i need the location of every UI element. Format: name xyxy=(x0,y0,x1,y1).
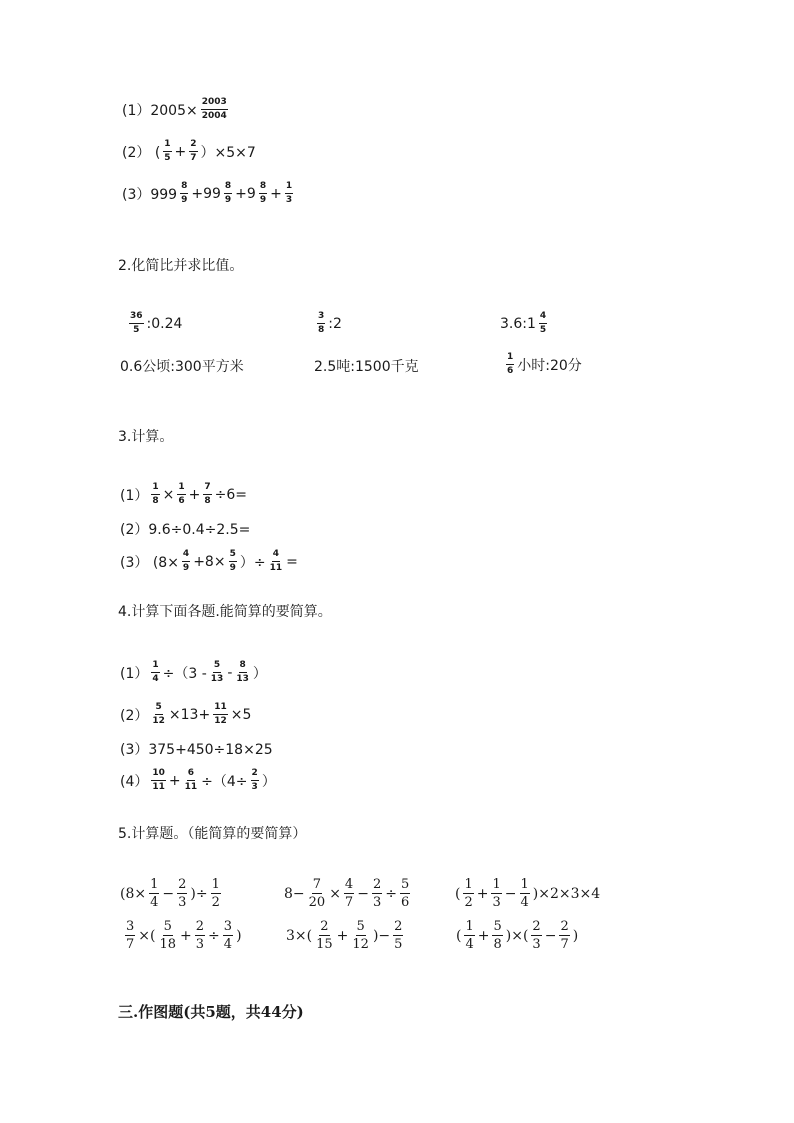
denominator: 12 xyxy=(352,937,369,952)
fraction xyxy=(285,182,293,205)
numerator: 2 xyxy=(178,877,187,892)
expr-text: − xyxy=(544,927,557,944)
fraction xyxy=(372,878,382,909)
denominator: 13 xyxy=(210,674,224,684)
denominator: 15 xyxy=(316,937,333,952)
numerator: 1 xyxy=(150,877,159,892)
numerator: 2 xyxy=(560,919,569,934)
expr-text: (1） xyxy=(120,487,149,504)
calc4-4 xyxy=(120,769,276,792)
numerator: 7 xyxy=(312,877,322,892)
expr-text: :2 xyxy=(328,315,342,332)
fraction xyxy=(151,661,159,684)
fraction xyxy=(177,483,185,506)
numerator: 2 xyxy=(320,919,329,934)
expr-text: 3×( xyxy=(286,927,313,944)
numerator: 8 xyxy=(224,182,232,194)
expr-text: × xyxy=(329,885,341,902)
denominator: 2 xyxy=(211,895,220,910)
expr-text: )÷ xyxy=(190,885,208,902)
expr-text: ）÷ xyxy=(239,554,266,571)
numerator: 4 xyxy=(182,550,190,562)
fraction xyxy=(539,312,547,335)
section-three-heading: 三.作图题(共5题，共44分) xyxy=(118,1003,304,1021)
fraction xyxy=(149,878,159,909)
numerator: 2 xyxy=(394,919,403,934)
calc5-4 xyxy=(122,920,242,951)
fraction xyxy=(189,140,197,163)
expr-text: )− xyxy=(372,927,391,944)
denominator: 3 xyxy=(372,895,382,910)
heading-section-5: 5.计算题。（能简算的要简算） xyxy=(118,826,307,842)
fraction xyxy=(210,661,225,684)
numerator: 11 xyxy=(213,703,228,715)
fraction xyxy=(235,661,250,684)
fraction xyxy=(151,483,159,506)
denominator: 4 xyxy=(520,895,529,910)
denominator: 9 xyxy=(182,563,190,573)
expr-text: + xyxy=(168,772,181,789)
fraction xyxy=(203,483,211,506)
calc5-1 xyxy=(120,878,224,909)
fraction xyxy=(520,878,530,909)
expr-text: (1）2005× xyxy=(122,102,198,119)
numerator: 7 xyxy=(203,483,211,495)
fraction xyxy=(151,703,166,726)
numerator: 36 xyxy=(129,312,144,324)
expr-text: - xyxy=(227,664,233,681)
denominator: 5 xyxy=(394,937,403,952)
numerator: 5 xyxy=(356,919,365,934)
fraction xyxy=(506,353,514,376)
denominator: 5 xyxy=(539,325,547,335)
expr-text: + xyxy=(188,486,201,503)
fraction xyxy=(463,878,473,909)
fraction xyxy=(213,703,228,726)
denominator: 5 xyxy=(133,325,140,335)
numerator: 5 xyxy=(229,550,237,562)
fraction xyxy=(125,920,135,951)
fraction xyxy=(223,920,233,951)
numerator: 5 xyxy=(213,661,221,673)
expr-text: ×13+ xyxy=(168,706,211,723)
fraction xyxy=(158,920,177,951)
denominator: 3 xyxy=(285,195,293,205)
fraction xyxy=(559,920,569,951)
expr-text: + xyxy=(477,927,490,944)
numerator: 2 xyxy=(189,140,197,152)
expr-text: )×( xyxy=(505,927,529,944)
denominator: 3 xyxy=(178,895,187,910)
expr-text: ) xyxy=(572,927,579,944)
expr-text: 小时:20分 xyxy=(517,357,582,374)
denominator: 2004 xyxy=(201,111,227,121)
expr-text: ( xyxy=(456,927,462,944)
ratio-2 xyxy=(314,312,342,335)
fraction xyxy=(129,312,144,335)
numerator: 6 xyxy=(187,769,195,781)
expr-text: (2） ( xyxy=(122,144,161,161)
expr-pre-2 xyxy=(122,140,256,163)
expr-text: :0.24 xyxy=(146,315,183,332)
numerator: 1 xyxy=(151,483,159,495)
expr-text: 0.6公顷:300平方米 xyxy=(120,359,244,375)
numerator: 1 xyxy=(285,182,293,194)
numerator: 10 xyxy=(151,769,166,781)
denominator: 4 xyxy=(152,674,159,684)
denominator: 9 xyxy=(229,563,236,573)
fraction xyxy=(351,920,370,951)
fraction xyxy=(491,878,501,909)
denominator: 12 xyxy=(152,716,165,726)
numerator: 1 xyxy=(520,877,529,892)
denominator: 6 xyxy=(507,366,514,376)
numerator: 2 xyxy=(195,919,205,934)
expr-text: × xyxy=(162,486,175,503)
denominator: 4 xyxy=(223,937,233,952)
expr-text: )×2×3×4 xyxy=(532,885,601,902)
denominator: 18 xyxy=(159,937,177,952)
expr-text: ×( xyxy=(138,927,156,944)
ratio-1 xyxy=(126,312,182,335)
expr-text: − xyxy=(357,885,369,902)
heading-section-4: 4.计算下面各题.能简算的要简算。 xyxy=(118,604,332,620)
denominator: 11 xyxy=(269,563,283,573)
calc4-3 xyxy=(120,739,273,759)
expr-pre-3 xyxy=(122,182,296,205)
denominator: 4 xyxy=(465,937,474,952)
numerator: 8 xyxy=(180,182,188,194)
expr-text: ÷（4÷ xyxy=(201,773,248,790)
expr-text: +99 xyxy=(191,185,221,202)
denominator: 2 xyxy=(464,895,473,910)
expr-text: (1） xyxy=(120,665,149,682)
denominator: 9 xyxy=(181,195,188,205)
denominator: 3 xyxy=(492,895,501,910)
fraction xyxy=(211,878,221,909)
calc4-1 xyxy=(120,661,267,684)
expr-text: + xyxy=(174,143,187,160)
denominator: 7 xyxy=(190,153,197,163)
denominator: 7 xyxy=(560,937,569,952)
heading-section-2: 2.化简比并求比值。 xyxy=(118,258,244,274)
fraction xyxy=(464,920,474,951)
heading-section-3: 3.计算。 xyxy=(118,429,174,445)
fraction xyxy=(195,920,205,951)
denominator: 3 xyxy=(195,937,205,952)
expr-text: (3）999 xyxy=(122,186,178,203)
expr-text: 3.6:1 xyxy=(500,315,536,332)
numerator: 1 xyxy=(506,353,514,365)
fraction xyxy=(259,182,267,205)
numerator: 1 xyxy=(465,919,474,934)
denominator: 6 xyxy=(400,895,410,910)
numerator: 4 xyxy=(272,550,280,562)
fraction xyxy=(201,98,228,121)
numerator: 5 xyxy=(155,703,163,715)
numerator: 5 xyxy=(400,877,410,892)
fraction xyxy=(163,140,171,163)
expr-text: − xyxy=(162,885,175,902)
numerator: 8 xyxy=(259,182,267,194)
calc5-6 xyxy=(456,920,578,951)
expr-text: (3）375+450÷18×25 xyxy=(120,742,273,758)
numerator: 5 xyxy=(493,919,502,934)
fraction xyxy=(308,878,327,909)
fraction xyxy=(531,920,541,951)
expr-text: + xyxy=(270,185,282,202)
fraction xyxy=(317,312,325,335)
denominator: 12 xyxy=(214,716,227,726)
calc4-2 xyxy=(120,703,251,726)
expr-text: (3） (8× xyxy=(120,554,179,571)
expr-text: ÷6= xyxy=(214,486,248,503)
denominator: 8 xyxy=(152,496,159,506)
denominator: 4 xyxy=(150,895,159,910)
expr-text: (2）9.6÷0.4÷2.5= xyxy=(120,522,251,538)
expr-text: ） xyxy=(252,665,267,682)
expr-text: ÷（3 - xyxy=(162,665,207,682)
fraction xyxy=(151,769,166,792)
expr-text: ÷ xyxy=(385,885,397,902)
numerator: 1 xyxy=(163,140,171,152)
fraction xyxy=(344,878,354,909)
fraction xyxy=(182,550,190,573)
numerator: 1 xyxy=(177,483,185,495)
numerator: 2 xyxy=(372,877,382,892)
calc5-3 xyxy=(455,878,600,909)
numerator: 2 xyxy=(532,919,541,934)
fraction xyxy=(492,920,502,951)
expr-text: ÷ xyxy=(208,927,220,944)
ratio-4 xyxy=(120,356,244,376)
numerator: 8 xyxy=(239,661,247,673)
expr-text: = xyxy=(286,553,298,570)
numerator: 4 xyxy=(539,312,547,324)
expr-text: ）×5×7 xyxy=(200,144,256,161)
fraction xyxy=(269,550,284,573)
denominator: 8 xyxy=(318,325,325,335)
expr-text: + xyxy=(180,927,192,944)
denominator: 3 xyxy=(251,782,258,792)
denominator: 7 xyxy=(344,895,354,910)
expr-text: + xyxy=(476,885,489,902)
ratio-3 xyxy=(500,312,550,335)
numerator: 3 xyxy=(126,919,135,934)
expr-text: ) xyxy=(236,927,242,944)
fraction xyxy=(184,769,199,792)
numerator: 5 xyxy=(163,919,172,934)
expr-text: + xyxy=(336,927,349,944)
numerator: 1 xyxy=(151,661,159,673)
numerator: 3 xyxy=(317,312,325,324)
denominator: 5 xyxy=(164,153,171,163)
fraction xyxy=(177,878,187,909)
denominator: 9 xyxy=(224,195,232,205)
numerator: 1 xyxy=(211,877,220,892)
numerator: 2 xyxy=(251,769,259,781)
calc3-3 xyxy=(120,550,298,573)
fraction xyxy=(229,550,237,573)
fraction xyxy=(224,182,232,205)
expr-text: (8× xyxy=(120,885,147,902)
expr-text: ×5 xyxy=(230,706,252,723)
expr-text: 8− xyxy=(284,885,305,902)
denominator: 7 xyxy=(126,937,135,952)
calc3-2 xyxy=(120,519,250,539)
expr-text: +9 xyxy=(235,185,256,202)
denominator: 11 xyxy=(152,782,165,792)
denominator: 11 xyxy=(184,782,198,792)
expr-pre-1 xyxy=(122,98,231,121)
ratio-5 xyxy=(314,356,419,376)
expr-text: ） xyxy=(261,773,276,790)
denominator: 3 xyxy=(532,937,541,952)
expr-text: +8× xyxy=(193,553,226,570)
ratio-6 xyxy=(503,353,582,376)
numerator: 4 xyxy=(344,877,354,892)
numerator: 1 xyxy=(492,877,501,892)
expr-text: ( xyxy=(455,885,461,902)
fraction xyxy=(251,769,259,792)
expr-text: (2） xyxy=(120,707,149,724)
denominator: 9 xyxy=(259,195,267,205)
fraction xyxy=(393,920,403,951)
denominator: 8 xyxy=(493,937,502,952)
numerator: 1 xyxy=(464,877,473,892)
calc5-5 xyxy=(286,920,406,951)
expr-text: 2.5吨:1500千克 xyxy=(314,359,419,375)
denominator: 6 xyxy=(178,496,185,506)
numerator: 3 xyxy=(223,919,233,934)
calc3-1 xyxy=(120,483,247,506)
calc5-2 xyxy=(284,878,413,909)
fraction xyxy=(180,182,188,205)
expr-text: (4） xyxy=(120,773,149,790)
denominator: 13 xyxy=(236,674,249,684)
denominator: 20 xyxy=(308,895,326,910)
expr-text: − xyxy=(504,885,517,902)
numerator: 2003 xyxy=(201,98,228,110)
fraction xyxy=(400,878,410,909)
denominator: 8 xyxy=(204,496,211,506)
fraction xyxy=(315,920,334,951)
